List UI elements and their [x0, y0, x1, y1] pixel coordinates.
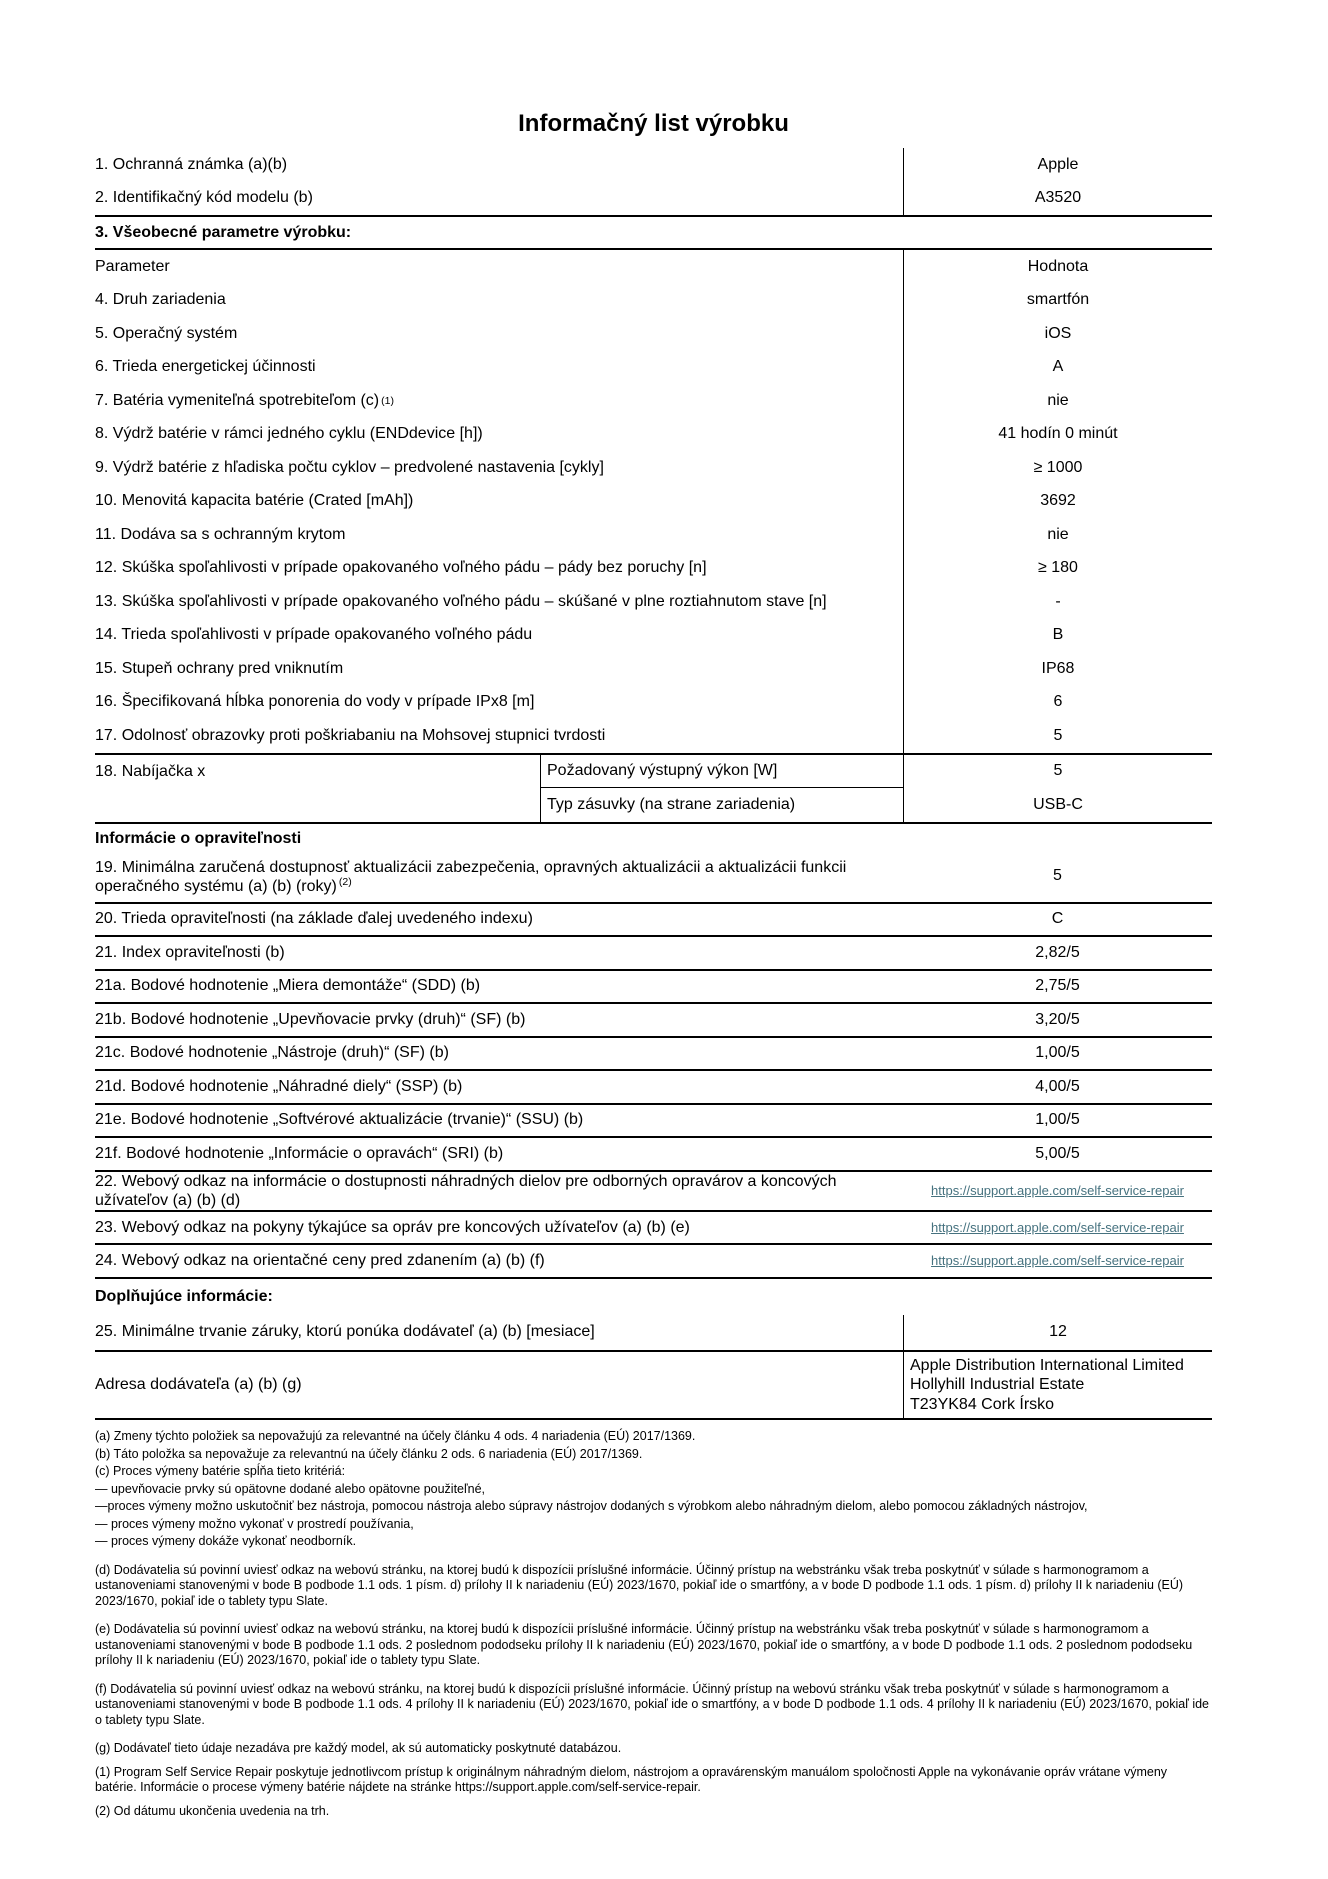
param-label: 13. Skúška spoľahlivosti v prípade opakovaného voľného pádu – skúšané v plne roztiahnutom stave [n] [95, 592, 827, 610]
param-value: 41 hodín 0 minút [903, 418, 1212, 452]
footnote-ref: (2) [338, 875, 352, 888]
param-row [95, 485, 1212, 519]
param-label: 10. Menovitá kapacita batérie (Crated [mAh]) [95, 492, 414, 510]
footnote: (e) Dodávatelia sú povinní uviesť odkaz na webovú stránku, na ktorej budú k dispozícii príslušné informácie. Účinný prístup na webstránku však treba poskytnúť v súlade s harmonogramom a ustanoveniami stanovenými v bode B podbode 1.1 ods. 2 poslednom pododseku prílohy II k nariadeniu (EÚ) 2023/1670, pokiaľ ide o smartfóny, a v bode D podbode 1.1 ods. 2 poslednom pododseku prílohy II k nariadeniu (EÚ) 2023/1670, pokiaľ ide o tablety typu Slate. [95, 1622, 1193, 1667]
param-row [95, 418, 1212, 452]
address-line: Hollyhill Industrial Estate [910, 1376, 1085, 1393]
param-value: A [903, 351, 1212, 385]
param-row [95, 1004, 1212, 1038]
param-row [95, 1071, 1212, 1105]
address-line: Apple Distribution International Limited [910, 1356, 1184, 1374]
footnote: (g) Dodávateľ tieto údaje nezadáva pre každý model, ak sú automaticky poskytnuté databázou. [95, 1741, 622, 1755]
section-heading-additional-info: Doplňujúce informácie: [95, 1287, 273, 1305]
param-label: 1. Ochranná známka (a)(b) [95, 155, 288, 173]
param-value: 2,82/5 [1035, 943, 1080, 961]
param-row [95, 1038, 1212, 1072]
footnote: (f) Dodávatelia sú povinní uviesť odkaz na webovú stránku, na ktorej budú k dispozícii príslušné informácie. Účinný prístup na webovú stránku však treba poskytnúť v súlade s harmonogramom a ustanoveniami stanovenými v bode B podbode 1.1 ods. 4 prílohy II k nariadeniu (EÚ) 2023/1670, pokiaľ ide o smartfóny, a v bode D podbode 1.1 ods. 4 prílohy II k nariadeniu (EÚ) 2023/1670, pokiaľ ide o tablety typu Slate. [95, 1681, 1210, 1727]
param-row [95, 719, 1212, 753]
footnote: (2) Od dátumu ukončenia uvedenia na trh. [95, 1803, 330, 1818]
param-label: 25. Minimálne trvanie záruky, ktorú ponúka dodávateľ (a) (b) [mesiace] [95, 1323, 595, 1340]
param-label: 5. Operačný systém [95, 324, 238, 342]
param-value: - [903, 585, 1212, 619]
footnote: — proces výmeny možno vykonať v prostredí používania, [95, 1516, 414, 1531]
param-label: 21. Index opraviteľnosti (b) [95, 943, 285, 961]
charger-row [95, 755, 1212, 824]
footnotes [95, 1420, 1212, 1819]
param-label: 21b. Bodové hodnotenie „Upevňovacie prvky (druh)“ (SF) (b) [95, 1010, 526, 1028]
section-heading-repairability: Informácie o opraviteľnosti [95, 829, 302, 847]
param-value: 2,75/5 [1035, 977, 1080, 995]
param-value: ≥ 1000 [903, 451, 1212, 485]
param-label: 21e. Bodové hodnotenie „Softvérové aktualizácie (trvanie)“ (SSU) (b) [95, 1111, 584, 1129]
spare-parts-link[interactable]: https://support.apple.com/self-service-repair [931, 1183, 1184, 1198]
param-label: 7. Batéria vymeniteľná spotrebiteľom (c) (1) [95, 391, 394, 409]
param-value: 12 [903, 1315, 1212, 1350]
param-label: 20. Trieda opraviteľnosti (na základe ďalej uvedeného indexu) [95, 910, 533, 928]
param-row [95, 451, 1212, 485]
param-row [95, 904, 1212, 938]
page-title: Informačný list výrobku [518, 110, 789, 137]
param-row [95, 351, 1212, 385]
param-label: 19. Minimálna zaručená dostupnosť aktualizácii zabezpečenia, opravných aktualizácii a aktualizácii funkcii operačného systému (a) (b) (roky) $^{(2)}$ [95, 858, 847, 895]
value-column-header: Hodnota [903, 250, 1212, 284]
param-value: Apple [903, 148, 1212, 182]
param-label: 24. Webový odkaz na orientačné ceny pred zdanením (a) (b) (f) [95, 1252, 545, 1270]
param-label: 11. Dodáva sa s ochranným krytom [95, 525, 346, 543]
table-header-row [95, 250, 1212, 284]
address-line: T23YK84 Cork Írsko [910, 1395, 1055, 1413]
param-row [95, 1212, 1212, 1246]
param-value: 5 [903, 755, 1212, 789]
footnote: (c) Proces výmeny batérie spĺňa tieto kritériá: [95, 1464, 346, 1478]
param-value: smartfón [903, 284, 1212, 318]
param-row [95, 1105, 1212, 1139]
param-value: 6 [903, 686, 1212, 720]
warranty-row [95, 1315, 1212, 1352]
param-label: Adresa dodávateľa (a) (b) (g) [95, 1375, 302, 1393]
supplier-address [903, 1352, 1212, 1419]
charger-sub-table [540, 755, 1212, 822]
param-value: 5 [1053, 867, 1062, 884]
identification-block [95, 148, 1212, 217]
param-value: B [903, 619, 1212, 653]
param-label: 8. Výdrž batérie v rámci jedného cyklu (ENDdevice [h]) [95, 425, 483, 443]
param-row [95, 971, 1212, 1005]
param-row [95, 585, 1212, 619]
param-label: 18. Nabíjačka x [95, 762, 206, 780]
param-label: 15. Stupeň ochrany pred vniknutím [95, 659, 344, 677]
repair-instructions-link[interactable]: https://support.apple.com/self-service-repair [931, 1219, 1184, 1235]
param-label: 21a. Bodové hodnotenie „Miera demontáže“ (SDD) (b) [95, 977, 481, 995]
param-value: 5,00/5 [1035, 1144, 1080, 1162]
address-row [95, 1352, 1212, 1421]
param-value: A3520 [903, 182, 1212, 216]
footnote: — upevňovacie prvky sú opätovne dodané alebo opätovne použiteľné, [95, 1481, 486, 1496]
param-label: 21f. Bodové hodnotenie „Informácie o opravách“ (SRI) (b) [95, 1144, 504, 1162]
param-row [95, 1172, 1212, 1212]
footnote: (d) Dodávatelia sú povinní uviesť odkaz na webovú stránku, na ktorej budú k dispozícii príslušné informácie. Účinný prístup na webstránku však treba poskytnúť v súlade s harmonogramom a ustanoveniami stanovenými v bode B podbode 1.1 ods. 1 písm. d) prílohy II k nariadeniu (EÚ) 2023/1670, pokiaľ ide o smartfóny, a v bode D podbode 1.1 ods. 1 písm. d) prílohy II k nariadeniu (EÚ) 2023/1670, pokiaľ ide o tablety typu Slate. [95, 1562, 1184, 1608]
param-label: Typ zásuvky (na strane zariadenia) [540, 788, 903, 822]
param-row [95, 652, 1212, 686]
param-row [95, 1138, 1212, 1172]
param-row [95, 852, 1212, 904]
footnote: (b) Táto položka sa nepovažuje za relevantnú na účely článku 2 ods. 6 nariadenia (EÚ) 2017/1369. [95, 1446, 643, 1461]
param-row [95, 518, 1212, 552]
param-value: ≥ 180 [903, 552, 1212, 586]
param-value: nie [903, 384, 1212, 418]
param-row [95, 619, 1212, 653]
footnote: — proces výmeny dokáže vykonať neodborník. [95, 1534, 357, 1548]
param-value: 3692 [903, 485, 1212, 519]
param-label: 22. Webový odkaz na informácie o dostupnosti náhradných dielov pre odborných opravárov a koncových užívateľov (a) (b) (d) [95, 1172, 837, 1209]
footnote: —proces výmeny možno uskutočniť bez nástroja, pomocou nástroja alebo súpravy nástrojov dodaných s výrobkom alebo náhradným dielom, alebo pomocou základných nástrojov, [95, 1499, 1088, 1513]
param-row [95, 284, 1212, 318]
param-value: 1,00/5 [1035, 1044, 1080, 1062]
param-row [95, 1245, 1212, 1279]
charger-sub-row [540, 788, 1212, 822]
param-row [95, 937, 1212, 971]
param-value: 1,00/5 [1035, 1111, 1080, 1129]
section-heading-general-parameters: 3. Všeobecné parametre výrobku: [95, 217, 1212, 250]
param-value: iOS [903, 317, 1212, 351]
param-label: 12. Skúška spoľahlivosti v prípade opakovaného voľného pádu – pády bez poruchy [n] [95, 559, 707, 577]
param-label: 9. Výdrž batérie z hľadiska počtu cyklov – predvolené nastavenia [cykly] [95, 458, 604, 476]
footnote: (1) Program Self Service Repair poskytuje jednotlivcom prístup k originálnym náhradným dielom, nástrojom a opravárenským manuálom spoločnosti Apple na vykonávanie opráv vrátane výmeny batérie. Informácie o procese výmeny batérie nájdete na stránke https://support.apple.com/self-service-repair. [95, 1764, 1168, 1794]
param-label: 2. Identifikačný kód modelu (b) [95, 189, 313, 207]
param-value: 3,20/5 [1035, 1010, 1080, 1028]
param-row [95, 686, 1212, 720]
charger-sub-row [540, 755, 1212, 789]
param-row [95, 552, 1212, 586]
param-label: 21d. Bodové hodnotenie „Náhradné diely“ (SSP) (b) [95, 1077, 463, 1095]
param-value: 5 [903, 719, 1212, 753]
param-row [95, 182, 1212, 216]
param-value: 4,00/5 [1035, 1077, 1080, 1095]
parameter-column-header: Parameter [95, 257, 170, 275]
param-label: 16. Špecifikovaná hĺbka ponorenia do vody v prípade IPx8 [m] [95, 693, 535, 711]
param-label: 21c. Bodové hodnotenie „Nástroje (druh)“ (SF) (b) [95, 1044, 449, 1062]
param-label: 6. Trieda energetickej účinnosti [95, 358, 316, 376]
param-label: 23. Webový odkaz na pokyny týkajúce sa opráv pre koncových užívateľov (a) (b) (e) [95, 1218, 690, 1236]
param-value: nie [903, 518, 1212, 552]
footnote: (a) Zmeny týchto položiek sa nepovažujú za relevantné na účely článku 4 ods. 4 nariadenia (EÚ) 2017/1369. [95, 1429, 696, 1443]
param-value: C [1051, 910, 1064, 928]
param-label: 14. Trieda spoľahlivosti v prípade opakovaného voľného pádu [95, 626, 533, 644]
param-label: 17. Odolnosť obrazovky proti poškriabaniu na Mohsovej stupnici tvrdosti [95, 726, 606, 744]
param-row [95, 384, 1212, 418]
param-row [95, 317, 1212, 351]
param-label: Požadovaný výstupný výkon [W] [540, 755, 903, 789]
param-label: 4. Druh zariadenia [95, 291, 226, 309]
param-value [903, 1172, 1212, 1210]
param-row [95, 148, 1212, 182]
param-value: USB-C [903, 788, 1212, 822]
param-value [903, 1212, 1212, 1244]
pretax-prices-link[interactable]: https://support.apple.com/self-service-repair [931, 1253, 1184, 1269]
general-parameters-table [95, 250, 1212, 755]
param-value [903, 1245, 1212, 1277]
param-value: IP68 [903, 652, 1212, 686]
